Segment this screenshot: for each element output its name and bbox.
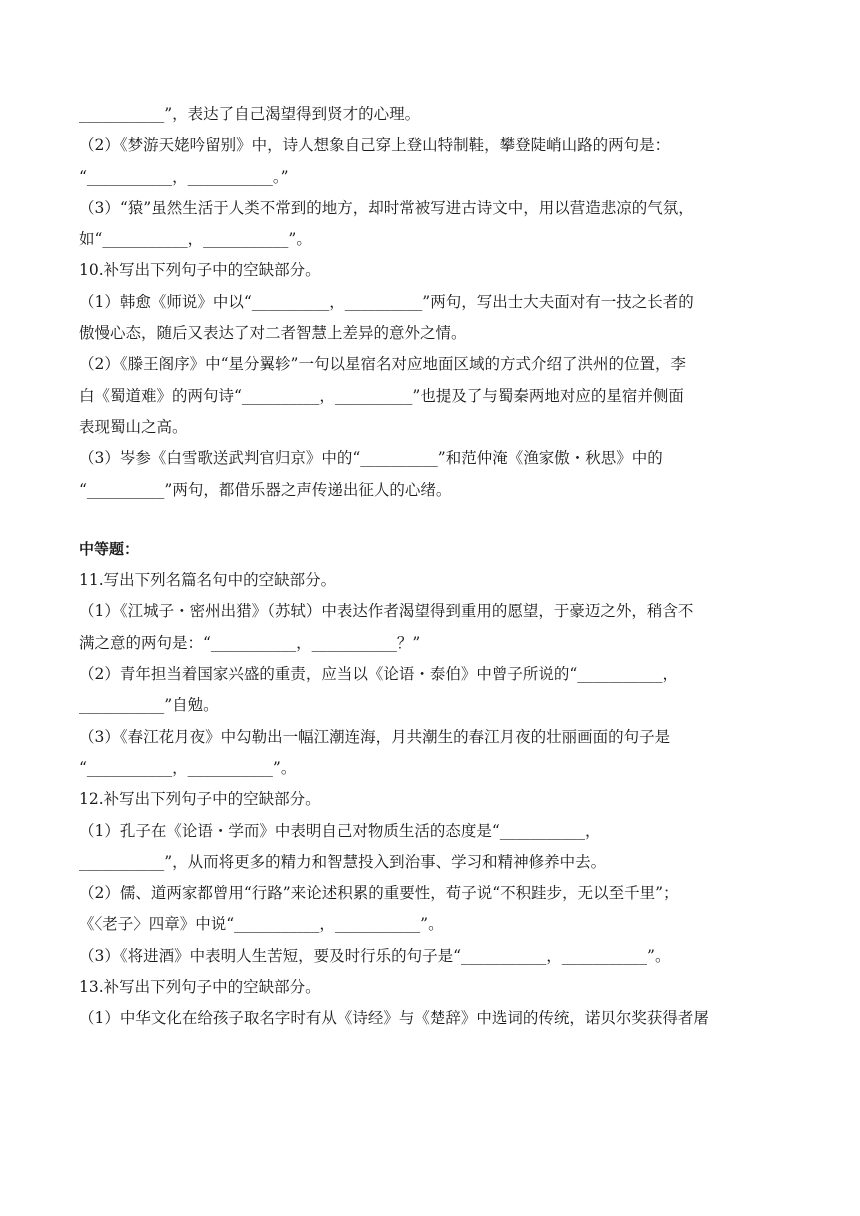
question-title: 11.写出下列名篇名句中的空缺部分。 <box>79 571 337 590</box>
question-item: （3）岑参《白雪歌送武判官归京》中的“__________”和范仲淹《渔家傲・秋思》中的 <box>79 449 663 468</box>
question-item: （2）《梦游天姥吟留别》中，诗人想象自己穿上登山特制鞋，攀登陡峭山路的两句是： <box>79 136 671 155</box>
question-item: （1）中华文化在给孩子取名字时有从《诗经》与《楚辞》中选词的传统，诺贝尔奖获得者屠 <box>79 1009 709 1028</box>
question-item: （2）《滕王阁序》中“星分翼轸”一句以星宿名对应地面区域的方式介绍了洪州的位置，李 <box>79 355 686 374</box>
answer-line: ___________”，表达了自己渴望得到贤才的心理。 <box>79 105 421 123</box>
answer-line: 如“___________，___________”。 <box>79 230 312 249</box>
answer-line: “__________”两句，都借乐器之声传递出征人的心绪。 <box>79 480 452 499</box>
question-title: 13.补写出下列句子中的空缺部分。 <box>79 978 321 997</box>
question-item: （2）儒、道两家都曾用“行路”来论述积累的重要性，荀子说“不积跬步，无以至千里”； <box>79 884 679 903</box>
question-item: 表现蜀山之高。 <box>79 417 188 436</box>
answer-line: 满之意的两句是：“___________，___________？” <box>79 633 421 652</box>
question-item: （1）孔子在《论语・学而》中表明自己对物质生活的态度是“___________， <box>79 821 601 840</box>
question-item: （1）《江城子・密州出猎》（苏轼）中表达作者渴望得到重用的愿望，于豪迈之外，稍含不 <box>79 602 694 621</box>
answer-line: ___________”，从而将更多的精力和智慧投入到治事、学习和精神修养中去。 <box>79 852 607 871</box>
document-body <box>79 99 783 1035</box>
answer-line: ___________”自勉。 <box>79 696 219 715</box>
question-item: （1）韩愈《师说》中以“__________，__________”两句，写出士大夫面对有一技之长者的 <box>79 292 694 311</box>
question-item: （2）青年担当着国家兴盛的重责，应当以《论语・泰伯》中曾子所说的“___________， <box>79 665 679 684</box>
section-spacer <box>79 506 783 534</box>
answer-line: 《〈老子〉四章》中说“___________，___________”。 <box>79 915 444 934</box>
answer-line: “___________，___________”。 <box>79 758 297 777</box>
question-item: （3）“猿”虽然生活于人类不常到的地方，却时常被写进古诗文中，用以营造悲凉的气氛， <box>79 198 694 217</box>
question-item: （3）《将进酒》中表明人生苦短，要及时行乐的句子是“___________，___________”。 <box>79 946 671 965</box>
section-heading: 中等题： <box>79 539 140 558</box>
question-item: 白《蜀道难》的两句诗“__________，__________”也提及了与蜀秦两地对应的星宿并侧面 <box>79 386 684 405</box>
question-title: 10.补写出下列句子中的空缺部分。 <box>79 261 321 280</box>
question-title: 12.补写出下列句子中的空缺部分。 <box>79 790 321 809</box>
answer-line: “___________，___________。” <box>79 167 289 186</box>
question-item: （3）《春江花月夜》中勾勒出一幅江潮连海，月共潮生的春江月夜的壮丽画面的句子是 <box>79 727 671 746</box>
question-item: 傲慢心态，随后又表达了对二者智慧上差异的意外之情。 <box>79 324 467 343</box>
